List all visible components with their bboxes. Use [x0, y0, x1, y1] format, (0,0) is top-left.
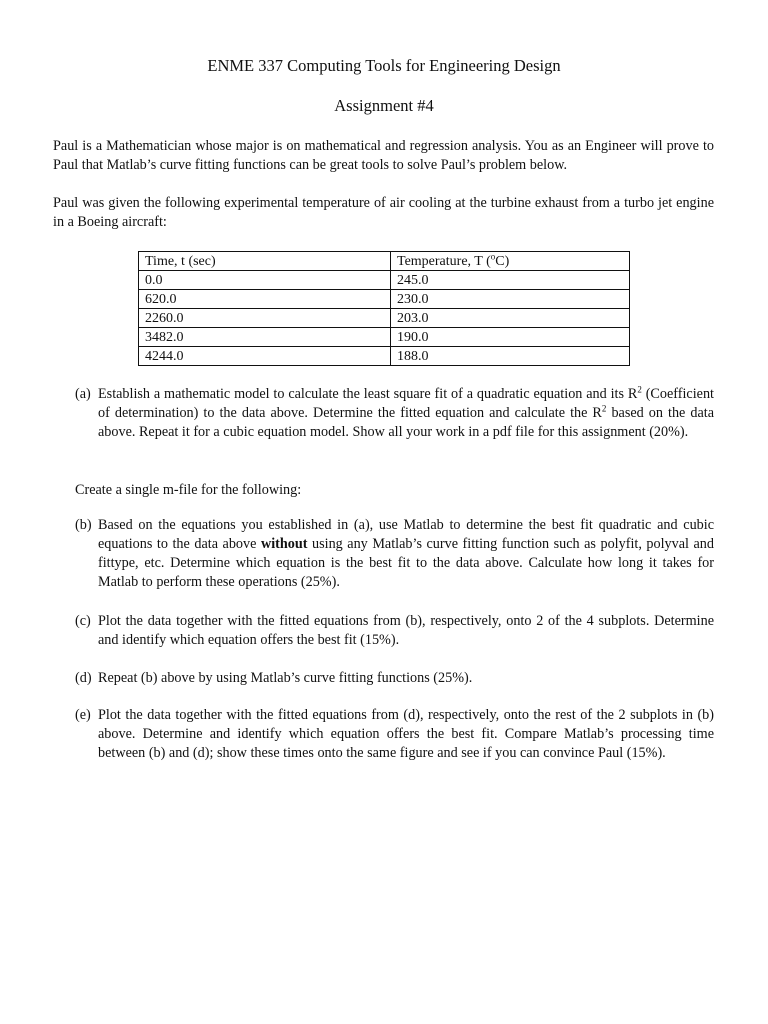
question-a-text	[98, 385, 714, 442]
create-mfile-instruction: Create a single m-file for the following:	[75, 482, 302, 498]
temperature-header-text: Temperature, T (	[397, 253, 491, 269]
question-b-text	[98, 516, 714, 592]
assignment-title: Assignment #4	[334, 96, 434, 115]
temperature-cell: 190.0	[391, 328, 630, 347]
r-squared-superscript: 2	[637, 384, 642, 395]
data-description-paragraph: Paul was given the following experimental temperature of air cooling at the turbine exhaust from a turbo jet engine in a Boeing aircraft:	[53, 195, 714, 230]
time-column-header: Time, t (sec)	[139, 252, 391, 271]
question-d-text: Repeat (b) above by using Matlab’s curve fitting functions (25%).	[98, 670, 473, 686]
question-d	[75, 669, 714, 688]
table-row	[139, 328, 630, 347]
table-row	[139, 309, 630, 328]
table-row	[139, 271, 630, 290]
question-a-label: (a)	[75, 386, 91, 402]
temperature-cell: 203.0	[391, 309, 630, 328]
time-cell: 3482.0	[139, 328, 391, 347]
time-cell: 0.0	[139, 271, 391, 290]
time-cell: 4244.0	[139, 347, 391, 366]
time-cell: 2260.0	[139, 309, 391, 328]
question-a-part3: based on the data above. Repeat it for a cubic equation model. Show all your work in a pdf file for this assignment (20%).	[98, 405, 714, 440]
table-header-row	[139, 252, 630, 271]
question-b	[75, 516, 714, 592]
table-row	[139, 347, 630, 366]
question-a-part2: (Coefficient of determination) to the data above. Determine the fitted equation and calculate the R	[98, 386, 714, 421]
question-e-label: (e)	[75, 707, 91, 723]
table-row	[139, 290, 630, 309]
intro-paragraph: Paul is a Mathematician whose major is on mathematical and regression analysis. You as an Engineer will prove to Paul that Matlab’s curve fitting functions can be great tools to solve Paul’s problem below.	[53, 138, 714, 173]
temperature-cell: 245.0	[391, 271, 630, 290]
temperature-cell: 188.0	[391, 347, 630, 366]
question-b-part1: Based on the equations you established in (a), use Matlab to determine the best fit quadratic and cubic equations to the data above	[98, 517, 714, 552]
temperature-header-unit: C)	[495, 253, 510, 269]
course-title: ENME 337 Computing Tools for Engineering Design	[207, 56, 561, 75]
degree-superscript: o	[490, 250, 496, 261]
question-c-text: Plot the data together with the fitted equations from (b), respectively, onto 2 of the 4 subplots. Determine and identify which equation offers the best fit (15%).	[98, 613, 714, 648]
question-a	[75, 385, 714, 442]
question-a-part1: Establish a mathematic model to calculate the least square fit of a quadratic equation and its R	[98, 386, 638, 402]
question-e-text: Plot the data together with the fitted equations from (d), respectively, onto the rest of the 2 subplots in (b) above. Determine and identify which equation offers the best fit. Compare Matlab’s processing time between (b) and (d); show these times onto the same figure and see if you can convince Paul (15%).	[98, 707, 714, 761]
question-b-label: (b)	[75, 517, 92, 533]
time-cell: 620.0	[139, 290, 391, 309]
question-e	[75, 706, 714, 763]
question-b-emphasis: without	[260, 536, 308, 552]
temperature-column-header	[391, 252, 630, 271]
question-c-label: (c)	[75, 613, 91, 629]
question-d-label: (d)	[75, 670, 92, 686]
temperature-cell: 230.0	[391, 290, 630, 309]
r-squared-superscript: 2	[601, 403, 607, 414]
question-c	[75, 612, 714, 650]
question-b-part2: using any Matlab’s curve fitting function such as polyfit, polyval and fittype, etc. Determine which equation is the best fit to the data above. Calculate how long it takes for Matlab to perform these operations (25%).	[98, 536, 714, 590]
temperature-data-table	[138, 251, 630, 366]
